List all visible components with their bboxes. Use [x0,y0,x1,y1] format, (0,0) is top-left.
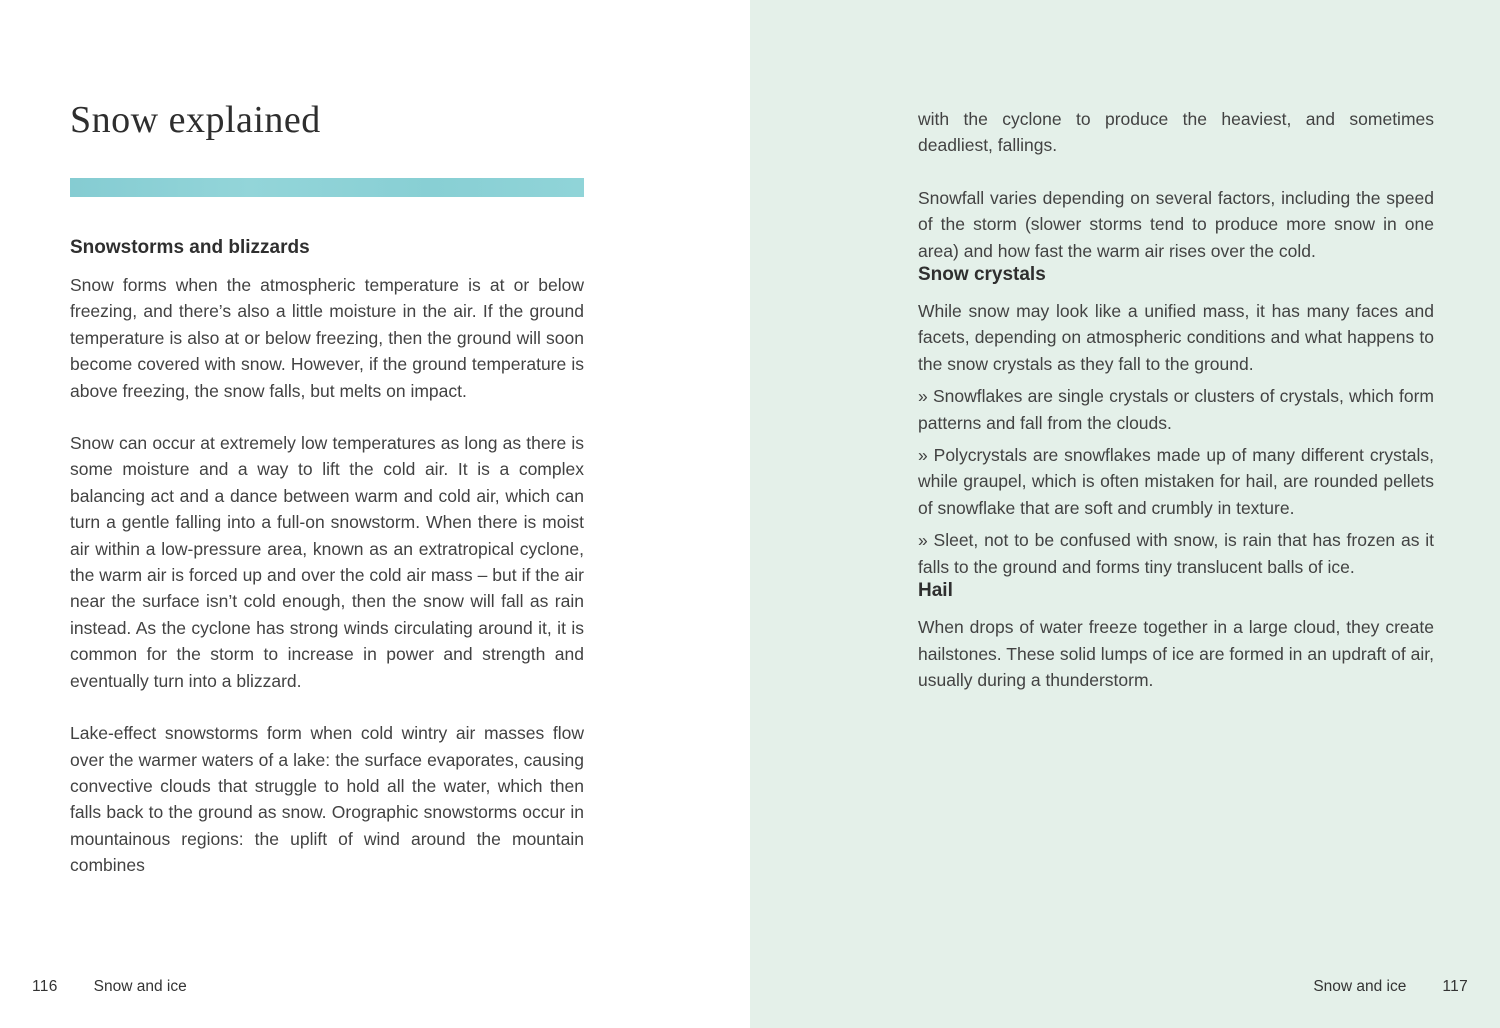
right-page-footer [1313,978,1468,996]
chapter-label: Snow and ice [1313,978,1407,995]
right-page [750,0,1500,1028]
left-page-content [70,98,584,879]
left-page-footer [32,978,187,996]
section-heading-snowstorms: Snowstorms and blizzards [70,237,310,258]
chapter-label: Snow and ice [93,978,187,995]
page-number: 117 [1442,978,1468,995]
paragraph: Snow can occur at extremely low temperatures as long as there is some moisture and a way to lift the cold air. It is a complex balancing act and a dance between warm and cold air, which can turn a gentle falling into a full-on snowstorm. When there is moist air within a low-pressure area, known as an extratropical cyclone, the warm air is forced up and over the cold air mass – but if the air near the surface isn’t cold enough, then the snow will fall as rain instead. As the cyclone has strong winds circulating around it, it is common for the storm to increase in power and strength and eventually turn into a blizzard. [70,433,584,691]
left-body-text [70,272,584,879]
bullet-item: » Snowflakes are single crystals or clusters of crystals, which form patterns and fall from the clouds. [918,386,1434,433]
section-heading-snow-crystals: Snow crystals [918,264,1046,286]
bullet-item: » Polycrystals are snowflakes made up of many different crystals, while graupel, which is often mistaken for hail, are rounded pellets of snowflake that are soft and crumbly in texture. [918,445,1434,518]
bullet-item: » Sleet, not to be confused with snow, is rain that has frozen as it falls to the ground and forms tiny translucent balls of ice. [918,530,1434,577]
paragraph: with the cyclone to produce the heaviest, and sometimes deadliest, fallings. [918,109,1434,156]
paragraph: While snow may look like a unified mass, it has many faces and facets, depending on atmospheric conditions and what happens to the snow crystals as they fall to the ground. [918,301,1434,374]
accent-bar [70,178,584,197]
page-number: 116 [32,978,58,995]
section-heading-hail: Hail [918,580,953,602]
paragraph: Snowfall varies depending on several factors, including the speed of the storm (slower storms tend to produce more snow in one area) and how fast the warm air rises over the cold. [918,187,1434,261]
page-title: Snow explained [70,99,321,141]
right-page-content [918,106,1434,693]
paragraph: Snow forms when the atmospheric temperature is at or below freezing, and there’s also a little moisture in the air. If the ground temperature is also at or below freezing, then the ground will soon become covered with snow. However, if the ground temperature is above freezing, the snow falls, but melts on impact. [70,275,584,401]
paragraph: When drops of water freeze together in a large cloud, they create hailstones. These solid lumps of ice are formed in an updraft of air, usually during a thunderstorm. [918,617,1434,690]
paragraph: Lake-effect snowstorms form when cold wintry air masses flow over the warmer waters of a lake: the surface evaporates, causing convective clouds that struggle to hold all the water, which then falls back to the ground as snow. Orographic snowstorms occur in mountainous regions: the uplift of wind around the mountain combines [70,723,584,876]
right-body-text [918,106,1434,693]
